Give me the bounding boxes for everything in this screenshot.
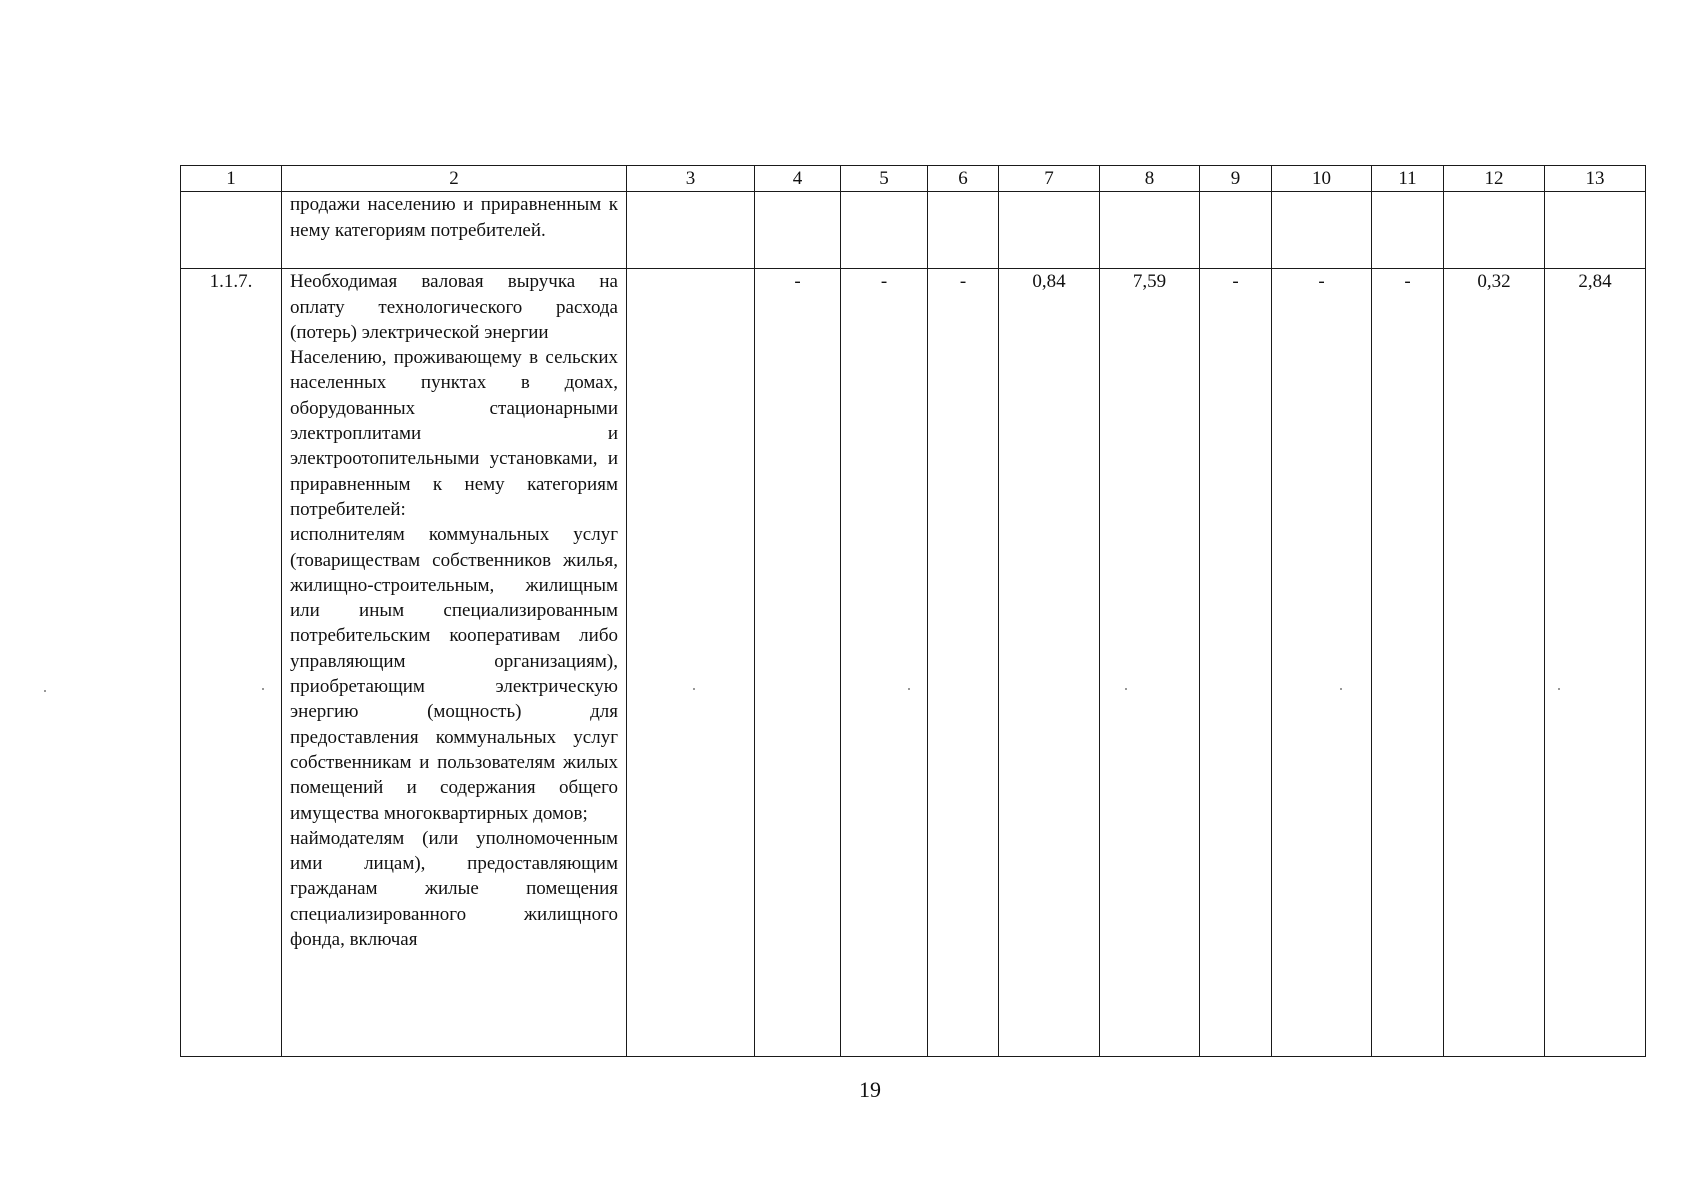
row-code-cell <box>181 192 282 269</box>
scan-speck <box>1558 688 1560 690</box>
column-header: 1 <box>181 166 282 192</box>
column-header: 9 <box>1200 166 1272 192</box>
column-header: 10 <box>1272 166 1372 192</box>
column-header: 13 <box>1545 166 1646 192</box>
scan-speck <box>1340 688 1342 690</box>
row-description-cell <box>282 269 627 1057</box>
scan-speck <box>262 688 264 690</box>
value-cell <box>627 192 755 269</box>
value-cell <box>627 269 755 1057</box>
value-cell: 2,84 <box>1545 269 1646 1057</box>
column-number-row <box>181 166 1646 192</box>
row-description-cell <box>282 192 627 269</box>
column-header: 4 <box>755 166 841 192</box>
value-cell: 0,32 <box>1444 269 1545 1057</box>
value-cell: - <box>1200 269 1272 1057</box>
scan-speck <box>908 688 910 690</box>
value-cell: - <box>928 269 999 1057</box>
value-cell <box>841 192 928 269</box>
scan-speck <box>1125 688 1127 690</box>
value-cell <box>1272 192 1372 269</box>
column-header: 8 <box>1100 166 1200 192</box>
row-code-cell: 1.1.7. <box>181 269 282 1057</box>
scan-speck <box>693 688 695 690</box>
value-cell: - <box>755 269 841 1057</box>
value-cell: 0,84 <box>999 269 1100 1057</box>
value-cell <box>928 192 999 269</box>
value-cell: - <box>1372 269 1444 1057</box>
column-header: 6 <box>928 166 999 192</box>
column-header: 5 <box>841 166 928 192</box>
column-header: 12 <box>1444 166 1545 192</box>
tariff-table <box>180 165 1646 1057</box>
row-description-text: продажи населению и приравненным к нему категориям потребителей. <box>290 194 618 241</box>
column-header: 2 <box>282 166 627 192</box>
value-cell <box>755 192 841 269</box>
description-paragraph: Необходимая валовая выручка на оплату технологического расхода (потерь) электрической энергии <box>290 271 618 343</box>
value-cell: 7,59 <box>1100 269 1200 1057</box>
continuation-row <box>181 192 1646 269</box>
value-cell: - <box>841 269 928 1057</box>
table-row-1-1-7 <box>181 269 1646 1057</box>
value-cell: - <box>1272 269 1372 1057</box>
column-header: 7 <box>999 166 1100 192</box>
scan-speck <box>44 690 46 692</box>
value-cell <box>1200 192 1272 269</box>
value-cell <box>999 192 1100 269</box>
page-number: 19 <box>859 1077 881 1102</box>
description-paragraph: наймодателям (или уполномоченным ими лицам), предоставляющим гражданам жилые помещения специализированного жилищного фонда, включая <box>290 827 618 951</box>
value-cell <box>1545 192 1646 269</box>
value-cell <box>1444 192 1545 269</box>
value-cell <box>1100 192 1200 269</box>
description-paragraph: исполнителям коммунальных услуг (товариществам собственников жилья, жилищно-строительным, жилищным или иным специализированным потребительским кооперативам либо управляющим организациям), приобретающим электрическую энергию (мощность) для предоставления коммунальных услуг собственникам и пользователям жилых помещений и содержания общего имущества многоквартирных домов; <box>290 524 618 824</box>
value-cell <box>1372 192 1444 269</box>
column-header: 3 <box>627 166 755 192</box>
column-header: 11 <box>1372 166 1444 192</box>
description-paragraph: Населению, проживающему в сельских населенных пунктах в домах, оборудованных стационарными электроплитами и электроотопительными установками, и приравненным к нему категориям потребителей: <box>290 347 618 520</box>
